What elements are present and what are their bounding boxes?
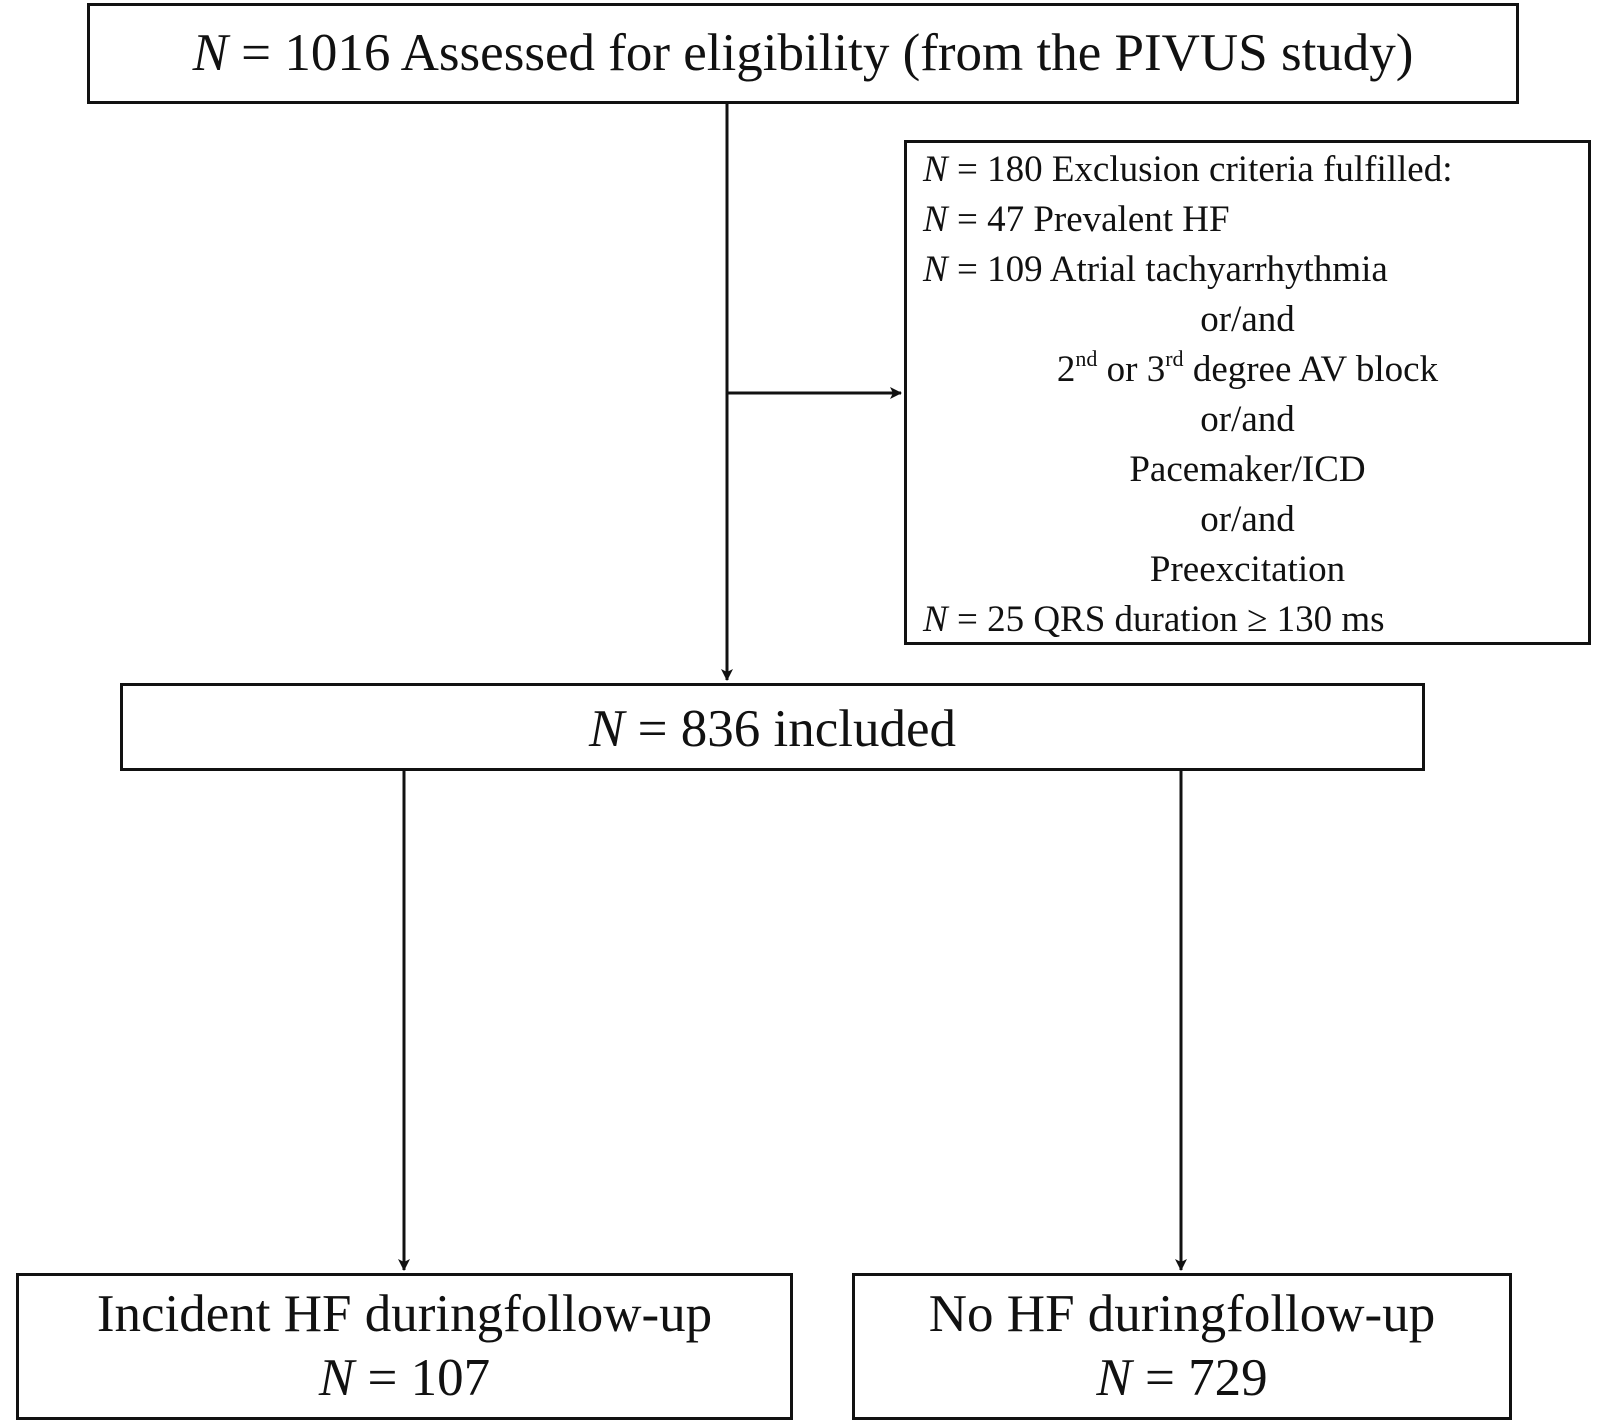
equals-sign: = [624, 700, 681, 758]
equals-sign: = [1131, 1349, 1189, 1407]
n-symbol: N [1096, 1349, 1132, 1407]
qrs-text: QRS duration ≥ 130 ms [1033, 599, 1385, 640]
exclusion-prevalent-hf [923, 195, 1588, 245]
incident-hf-title: Incident HF duringfollow-up [96, 1285, 713, 1343]
or-and-1: or/and [1200, 299, 1295, 340]
no-hf-count-line [855, 1346, 1509, 1410]
prevalent-hf-text: Prevalent HF [1033, 199, 1230, 240]
n-symbol: N [923, 599, 948, 640]
atrial-count: 109 [987, 249, 1043, 290]
included-label [123, 697, 1422, 761]
or-and-2: or/and [1200, 399, 1295, 440]
av-degree-3: or 3 [1097, 349, 1166, 390]
or-and-3: or/and [1200, 499, 1295, 540]
equals-sign: = [947, 199, 988, 240]
exclusion-pacemaker: Pacemaker/ICD [1129, 449, 1366, 490]
assessed-box [87, 3, 1519, 104]
no-hf-box [852, 1273, 1512, 1420]
atrial-text: Atrial tachyarrhythmia [1049, 249, 1388, 290]
incident-hf-box [16, 1273, 793, 1420]
no-hf-title: No HF duringfollow-up [928, 1285, 1436, 1343]
equals-sign: = [947, 249, 988, 290]
equals-sign: = [354, 1349, 411, 1407]
equals-sign: = [947, 599, 988, 640]
n-symbol: N [923, 149, 948, 190]
n-symbol: N [318, 1349, 355, 1407]
included-count: 836 [680, 700, 761, 758]
assessed-label [90, 22, 1516, 84]
av-sup-rd: rd [1165, 346, 1184, 371]
exclusion-header-text: Exclusion criteria fulfilled: [1051, 149, 1453, 190]
av-degree-2: 2 [1056, 349, 1076, 390]
included-text: included [773, 700, 956, 758]
exclusion-box [904, 140, 1591, 645]
assessed-text: Assessed for eligibility (from the PIVUS study) [400, 24, 1414, 82]
exclusion-qrs [923, 595, 1588, 645]
exclusion-preexcitation: Preexcitation [1149, 549, 1346, 590]
no-hf-count: 729 [1188, 1349, 1268, 1407]
incident-hf-count: 107 [410, 1349, 491, 1407]
exclusion-header [923, 145, 1588, 195]
n-symbol: N [923, 199, 948, 240]
included-box [120, 683, 1425, 771]
qrs-count: 25 [987, 599, 1025, 640]
av-sup-nd: nd [1075, 346, 1098, 371]
exclusion-atrial [923, 245, 1588, 295]
exclusion-av-block [923, 345, 1588, 395]
equals-sign: = [227, 24, 285, 82]
av-block-text: degree AV block [1183, 349, 1439, 390]
n-symbol: N [923, 249, 948, 290]
n-symbol: N [589, 700, 625, 758]
prevalent-hf-count: 47 [987, 199, 1025, 240]
assessed-count: 1016 [284, 24, 391, 82]
equals-sign: = [947, 149, 988, 190]
exclusion-count: 180 [987, 149, 1043, 190]
n-symbol: N [192, 24, 228, 82]
incident-hf-count-line [19, 1346, 790, 1410]
